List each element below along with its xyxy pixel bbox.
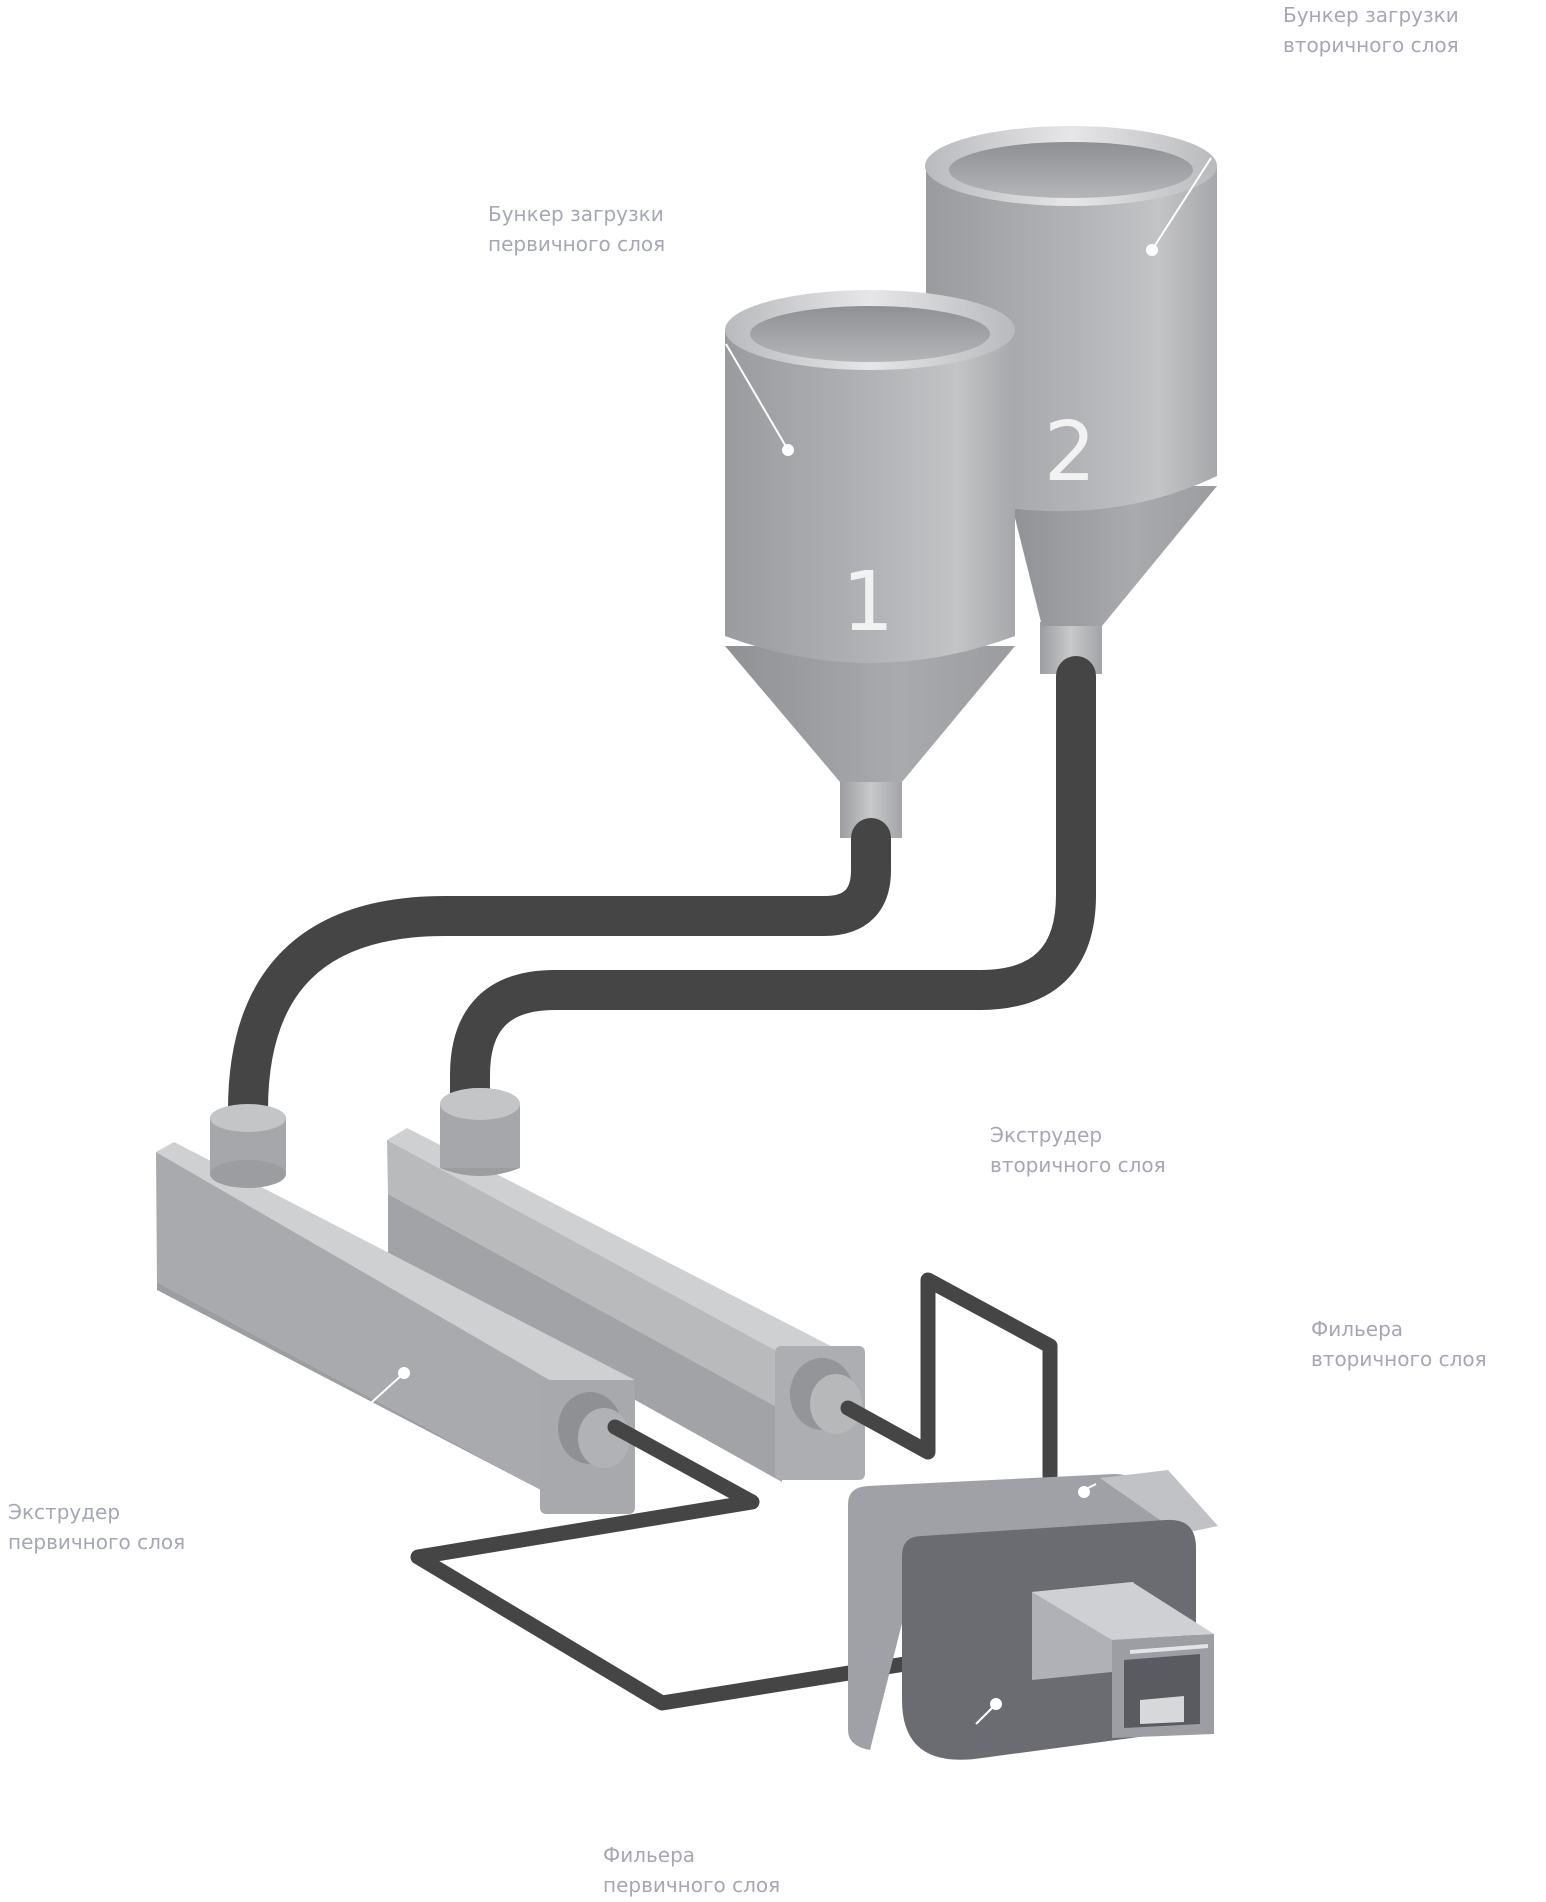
hopper-primary [725, 290, 1015, 838]
hopper-primary-number: 1 [841, 555, 895, 650]
hopper-primary-opening [750, 306, 990, 362]
hopper-primary-cone [725, 646, 1015, 782]
label-hopper-primary: Бункер загрузки первичного слоя [488, 202, 666, 256]
feed-pipe-secondary [470, 676, 1076, 1112]
hopper-secondary-opening [949, 142, 1193, 198]
label-extruder-secondary: Экструдер вторичного слоя [990, 1123, 1166, 1177]
label-die-primary: Фильера первичного слоя [603, 1843, 781, 1897]
die-assembly [848, 1470, 1218, 1760]
label-die-secondary: Фильера вторичного слоя [1311, 1317, 1487, 1371]
melt-line-secondary [848, 1280, 1050, 1476]
label-hopper-secondary: Бункер загрузки вторичного слоя [1283, 3, 1459, 57]
hopper-secondary-number: 2 [1043, 405, 1097, 500]
label-extruder-primary: Экструдер первичного слоя [8, 1500, 186, 1554]
